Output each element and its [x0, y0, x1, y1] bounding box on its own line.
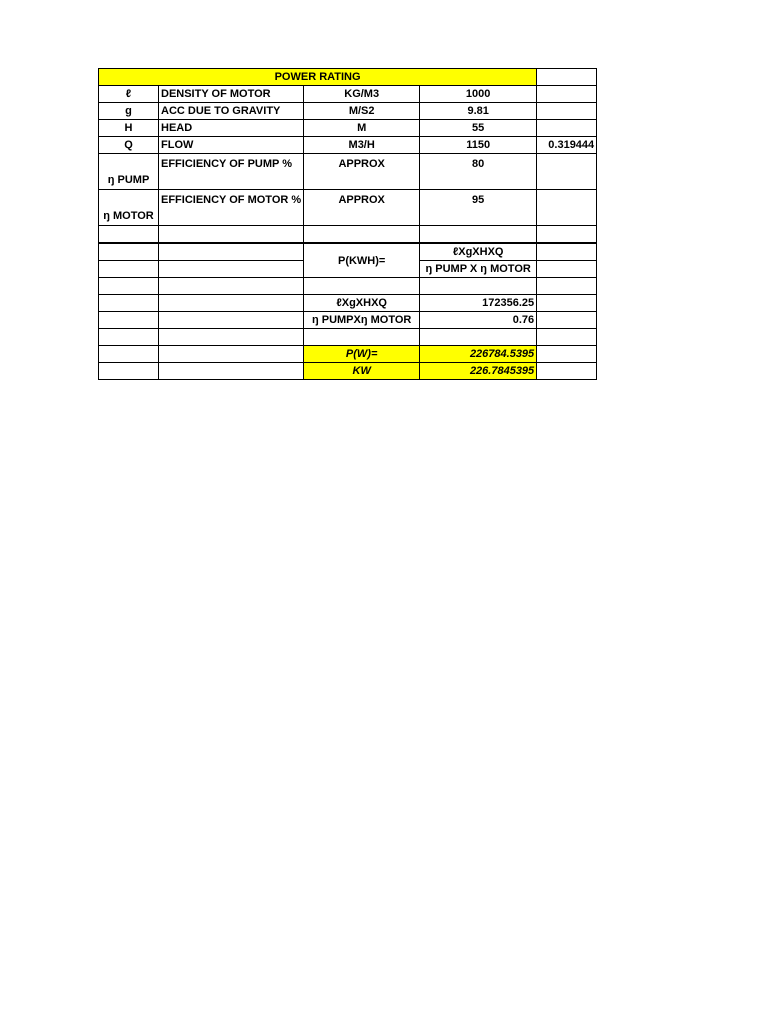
title-row: [99, 69, 597, 86]
empty-cell: [99, 295, 159, 312]
empty-cell: [537, 295, 597, 312]
blank-row: [99, 278, 597, 295]
param-unit: M: [304, 120, 420, 137]
param-symbol: ŋ PUMP: [99, 154, 159, 190]
param-value: 1000: [420, 86, 537, 103]
empty-cell: [99, 261, 159, 278]
param-unit: M3/H: [304, 137, 420, 154]
empty-cell: [537, 278, 597, 295]
param-extra: [537, 86, 597, 103]
param-extra: [537, 103, 597, 120]
param-row-pump-efficiency: [99, 154, 597, 190]
empty-cell: [159, 261, 304, 278]
param-name: EFFICIENCY OF MOTOR %: [159, 190, 304, 226]
empty-cell: [304, 278, 420, 295]
empty-cell: [159, 295, 304, 312]
calc-row-numerator: [99, 295, 597, 312]
empty-cell: [304, 329, 420, 346]
param-row-gravity: [99, 103, 597, 120]
empty-cell: [99, 329, 159, 346]
param-extra: 0.319444: [537, 137, 597, 154]
empty-cell: [537, 363, 597, 380]
formula-label: P(KWH)=: [304, 243, 420, 278]
empty-cell: [99, 226, 159, 244]
result-label: P(W)=: [304, 346, 420, 363]
empty-cell: [537, 346, 597, 363]
result-value: 226784.5395: [420, 346, 537, 363]
empty-cell: [159, 226, 304, 244]
empty-cell: [159, 346, 304, 363]
param-value: 9.81: [420, 103, 537, 120]
param-extra: [537, 154, 597, 190]
calc-label: ℓXgXHXQ: [304, 295, 420, 312]
param-row-density: [99, 86, 597, 103]
empty-cell: [537, 243, 597, 261]
calc-value: 0.76: [420, 312, 537, 329]
result-value: 226.7845395: [420, 363, 537, 380]
param-name: ACC DUE TO GRAVITY: [159, 103, 304, 120]
param-value: 80: [420, 154, 537, 190]
empty-cell: [159, 329, 304, 346]
param-row-head: [99, 120, 597, 137]
empty-cell: [159, 312, 304, 329]
param-symbol: H: [99, 120, 159, 137]
empty-cell: [537, 261, 597, 278]
empty-cell: [537, 329, 597, 346]
param-unit: M/S2: [304, 103, 420, 120]
param-name: DENSITY OF MOTOR: [159, 86, 304, 103]
param-name: EFFICIENCY OF PUMP %: [159, 154, 304, 190]
formula-row-numerator: [99, 243, 597, 261]
empty-cell: [159, 243, 304, 261]
param-extra: [537, 190, 597, 226]
param-unit: APPROX: [304, 190, 420, 226]
formula-numerator: ℓXgXHXQ: [420, 243, 537, 261]
blank-row: [99, 226, 597, 244]
param-symbol: ŋ MOTOR: [99, 190, 159, 226]
param-name: FLOW: [159, 137, 304, 154]
param-symbol: g: [99, 103, 159, 120]
calc-row-denominator: [99, 312, 597, 329]
param-row-motor-efficiency: [99, 190, 597, 226]
empty-cell: [99, 278, 159, 295]
empty-cell: [99, 312, 159, 329]
param-value: 95: [420, 190, 537, 226]
empty-cell: [159, 278, 304, 295]
param-value: 55: [420, 120, 537, 137]
param-name: HEAD: [159, 120, 304, 137]
empty-cell: [420, 226, 537, 244]
empty-cell: [537, 312, 597, 329]
empty-cell: [99, 363, 159, 380]
empty-cell: [537, 226, 597, 244]
empty-cell: [159, 363, 304, 380]
param-extra: [537, 120, 597, 137]
param-value: 1150: [420, 137, 537, 154]
param-unit: KG/M3: [304, 86, 420, 103]
result-row-kilowatts: [99, 363, 597, 380]
empty-cell: [420, 329, 537, 346]
param-symbol: ℓ: [99, 86, 159, 103]
empty-cell: [304, 226, 420, 244]
calc-value: 172356.25: [420, 295, 537, 312]
empty-cell: [99, 346, 159, 363]
calc-label: ŋ PUMPXŋ MOTOR: [304, 312, 420, 329]
power-rating-sheet: [98, 68, 597, 380]
param-unit: APPROX: [304, 154, 420, 190]
empty-cell: [99, 243, 159, 261]
param-row-flow: [99, 137, 597, 154]
sheet-title: POWER RATING: [99, 69, 537, 86]
param-symbol: Q: [99, 137, 159, 154]
result-label: KW: [304, 363, 420, 380]
empty-cell: [420, 278, 537, 295]
blank-row: [99, 329, 597, 346]
result-row-watts: [99, 346, 597, 363]
formula-denominator: ŋ PUMP X ŋ MOTOR: [420, 261, 537, 278]
empty-cell: [537, 69, 597, 86]
